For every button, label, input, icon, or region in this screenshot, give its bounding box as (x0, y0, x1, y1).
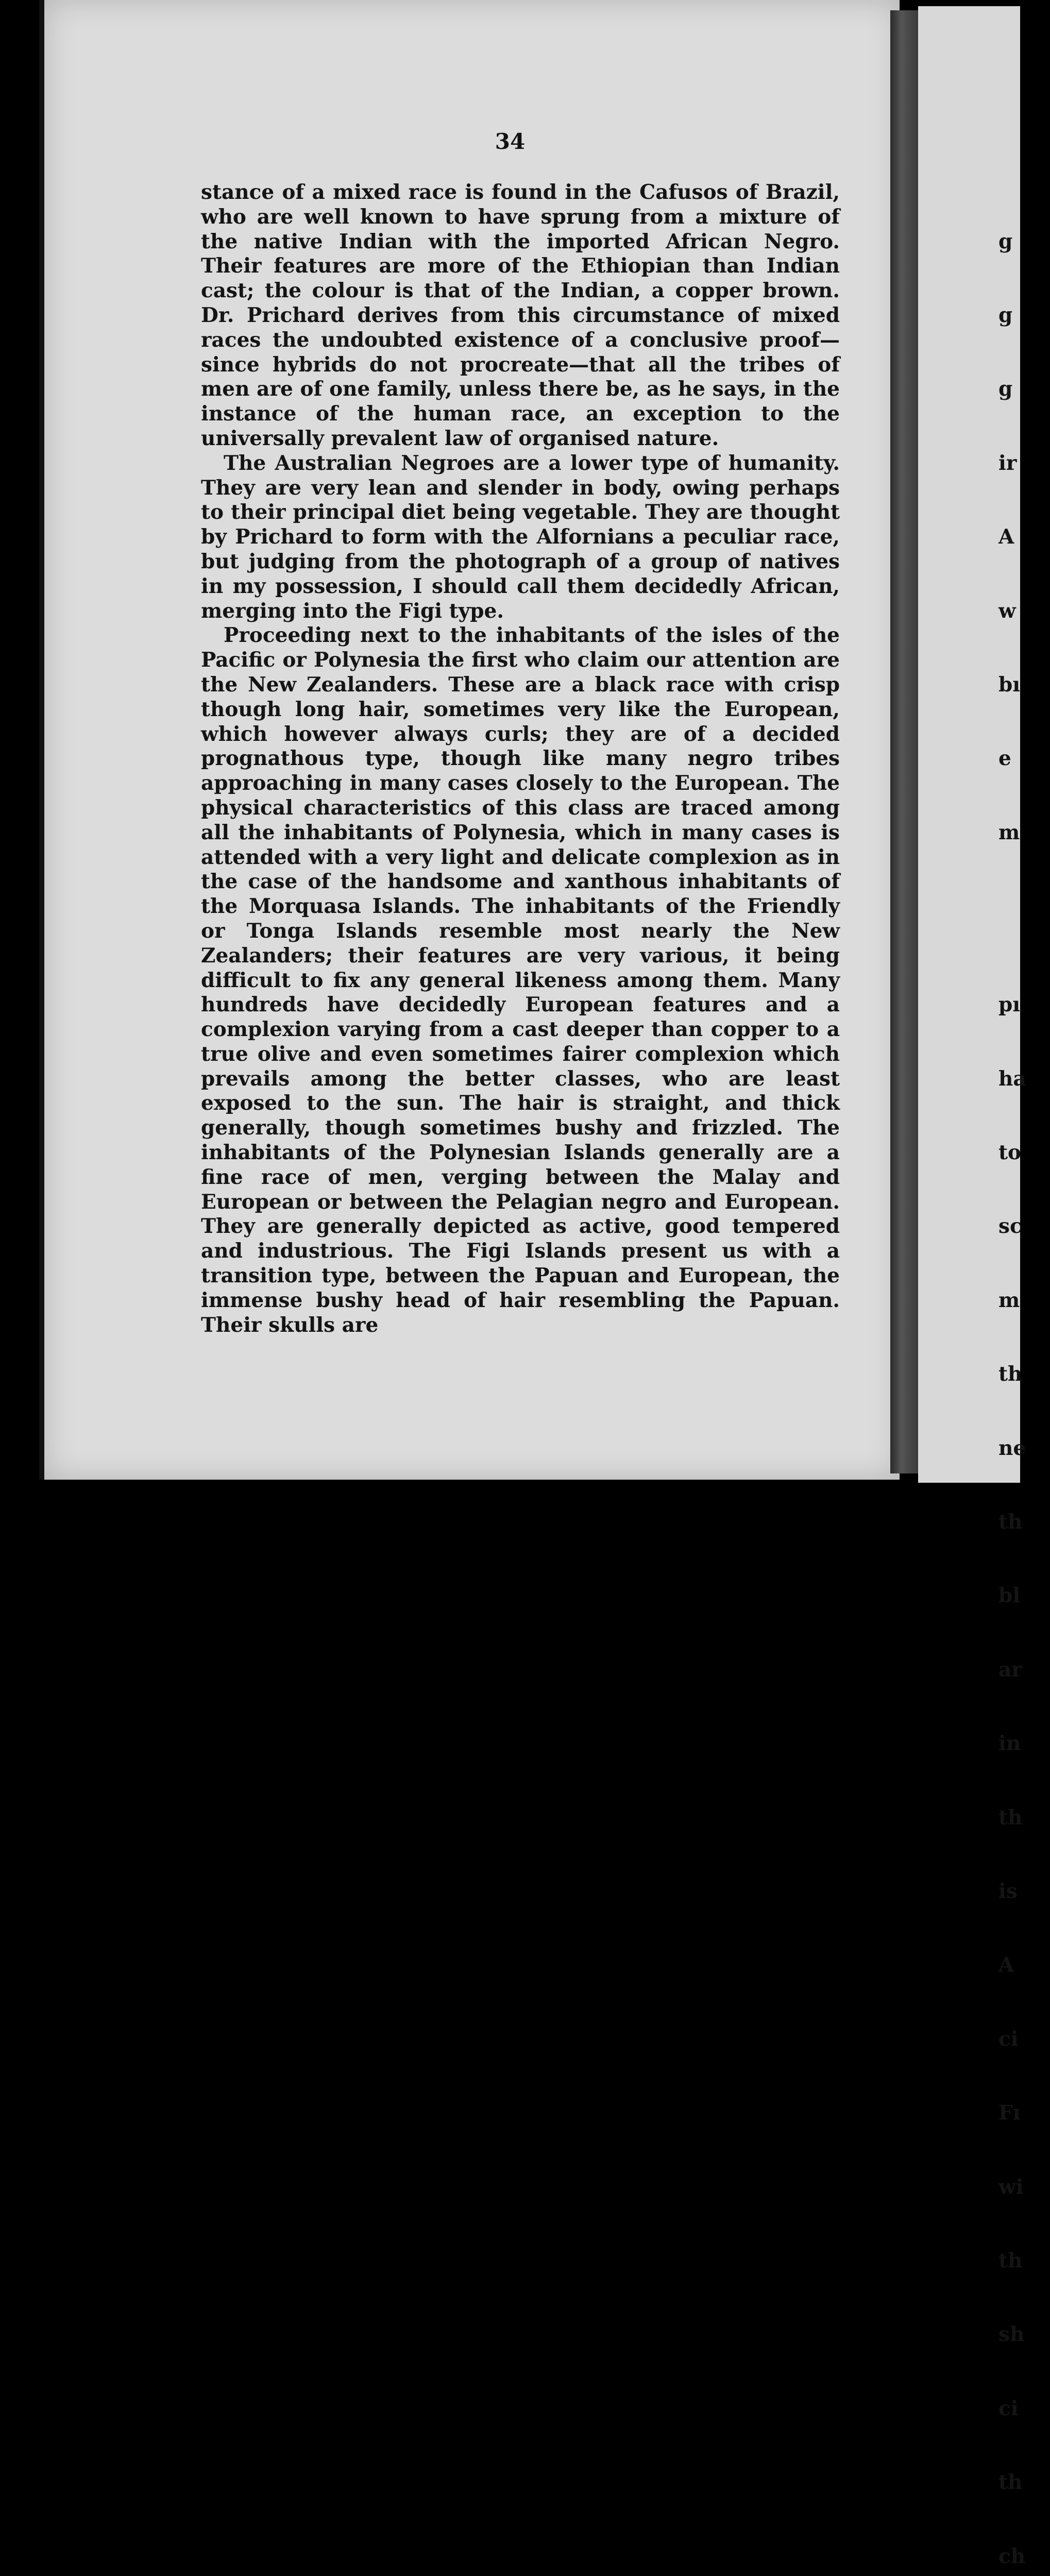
fragment: th (998, 1362, 1023, 1386)
fragment: is (998, 1879, 1018, 1903)
fragment: th (998, 1510, 1023, 1534)
fragment: ha (998, 1066, 1026, 1091)
fragment: th (998, 1805, 1023, 1829)
fragment: th (998, 2470, 1023, 2495)
fragment: m (998, 820, 1020, 844)
fragment: A (998, 525, 1014, 549)
fragment: wi (998, 2175, 1024, 2199)
fragment: pı (998, 993, 1021, 1017)
fragment: ir (998, 451, 1017, 475)
paragraph: stance of a mixed race is found in the Cafusos of Brazil, who are well known to have sprung from a mixture of the native Indian with the imported African Negro. Their features are more of the Ethiopian than Indian cast; the colour is that of the Indian, a copper brown. Dr. Prichard derives from this circumstance of mixed races the undoubted existence of a conclusive proof—since hybrids do not procreate—that all the tribes of men are of one family, unless there be, as he says, in the instance of the human race, an exception to the universally prevalent law of organised nature. (201, 180, 840, 450)
paragraph: Proceeding next to the inhabitants of the isles of the Pacific or Polynesia the first who claim our attention are the New Zealanders. These are a black race with crisp though long hair, sometimes very like the European, which however always curls; they are of a decided prognathous type, though like many negro tribes approaching in many cases closely to the European. The physical characteristics of this class are traced among all the inhabitants of Polynesia, which in many cases is attended with a very light and delicate complexion as in the case of the handsome and xanthous inhabitants of the Morquasa Islands. The inhabitants of the Friendly or Tonga Islands resemble most nearly the New Zealanders; their features are very various, it being difficult to fix any general likeness among them. Many hundreds have decidedly European features and a complexion varying from a cast deeper than copper to a true olive and even sometimes fairer complexion which prevails among the better classes, who are least exposed to the sun. The hair is straight, and thick generally, though sometimes bushy and frizzled. The inhabitants of the Polynesian Islands generally are a fine race of men, verging between the Malay and European or between the Pelagian negro and European. They are generally depicted as active, good tempered and industrious. The Figi Islands present us with a transition type, between the Papuan and European, the immense bushy head of hair resembling the Papuan. Their skulls are (201, 623, 840, 1337)
fragment: sh (998, 2323, 1025, 2347)
page-number: 34 (495, 129, 526, 154)
fragment: bı (998, 672, 1021, 697)
fragment: e (998, 747, 1011, 771)
fragment: ch (998, 2544, 1026, 2568)
fragment: m (998, 1288, 1020, 1312)
fragment: w (998, 599, 1016, 623)
fragment: bl (998, 1584, 1021, 1608)
fragment: A (998, 1953, 1014, 1977)
fragment: g (998, 377, 1013, 401)
paragraph: The Australian Negroes are a lower type of humanity. They are very lean and slender in body, owing perhaps to their principal diet being vegetable. They are thought by Prichard to form with the Alfornians a peculiar race, but judging from the photograph of a group of natives in my possession, I should call them decidedly African, merging into the Figi type. (201, 451, 840, 623)
fragment: in (998, 1732, 1021, 1756)
facing-page-text-fragments (998, 180, 1050, 2576)
fragment: g (998, 303, 1013, 327)
fragment: ci (998, 2396, 1019, 2420)
fragment: to (998, 1141, 1022, 1165)
fragment: ar (998, 1657, 1022, 1682)
fragment: Fı (998, 2101, 1021, 2125)
book-gutter (890, 10, 918, 1473)
fragment: g (998, 229, 1013, 253)
fragment-gap (998, 894, 1050, 944)
fragment: ne (998, 1436, 1026, 1460)
fragment: ci (998, 2027, 1019, 2051)
fragment: sc (998, 1214, 1022, 1239)
fragment: th (998, 2248, 1023, 2273)
body-text (201, 180, 840, 1337)
